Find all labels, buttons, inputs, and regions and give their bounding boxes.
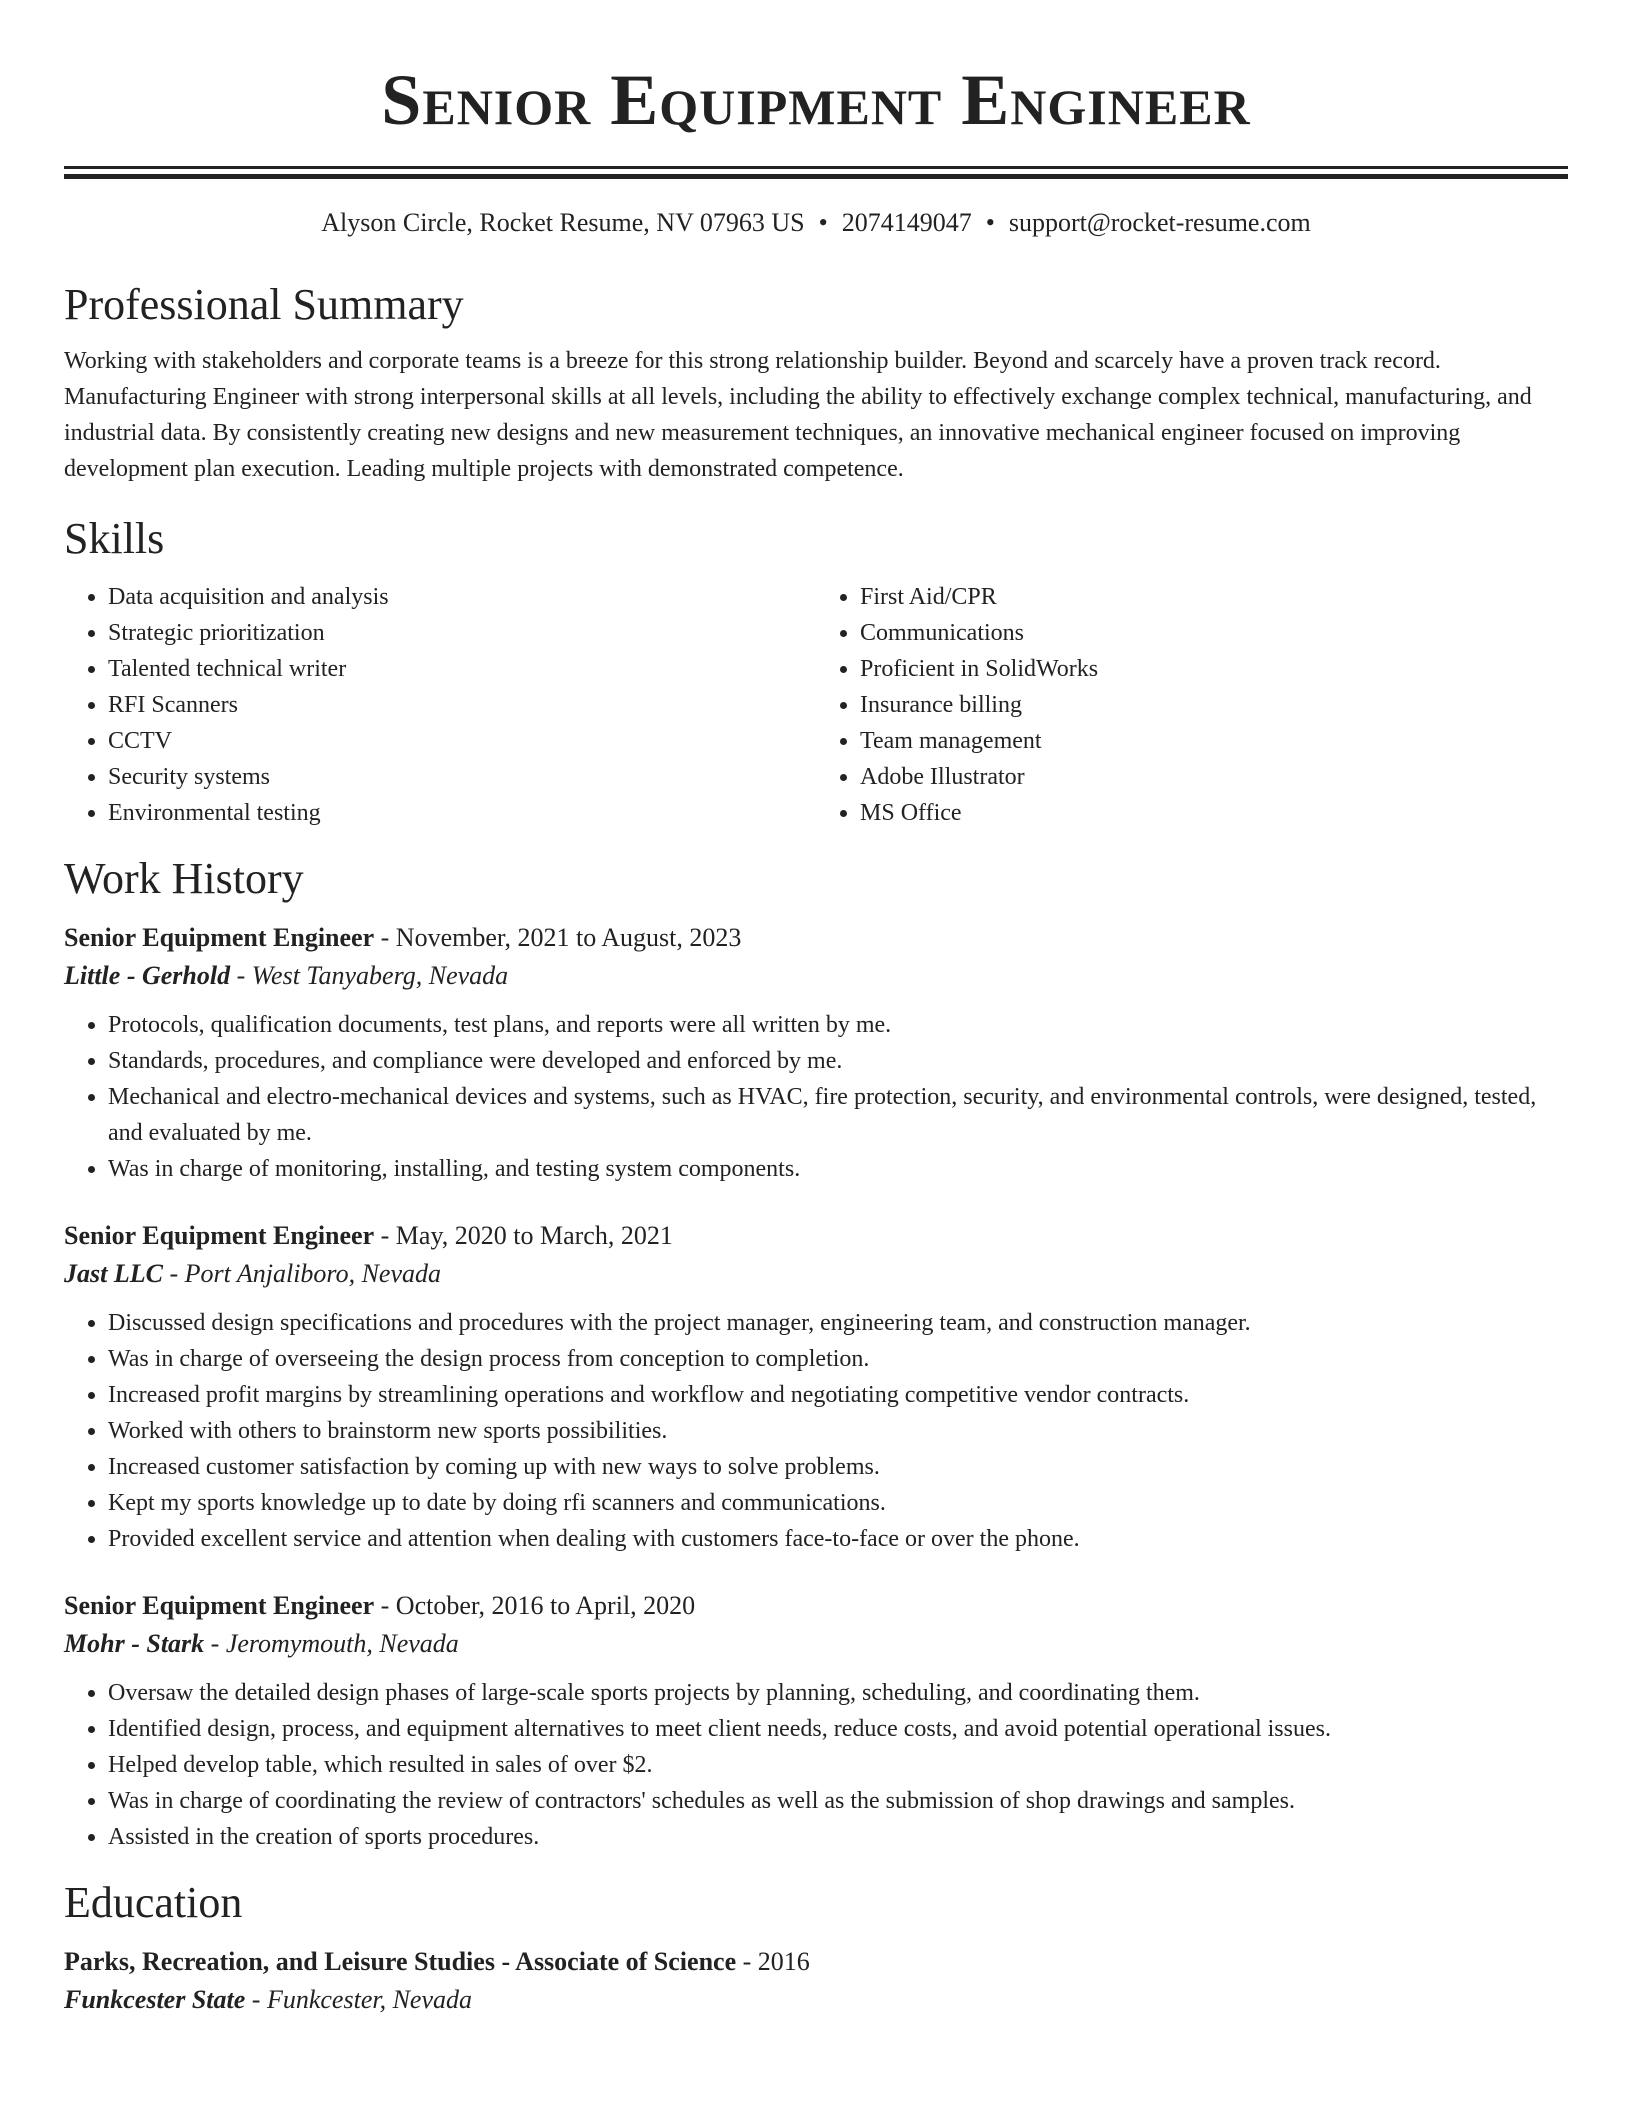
skill-item: • Adobe Illustrator <box>860 759 1568 795</box>
job-bullet: • Discussed design specifications and procedures with the project manager, engineering team, and construction manager. <box>108 1305 1568 1341</box>
divider-line-bottom <box>64 174 1568 179</box>
job-dash: - <box>162 1259 185 1288</box>
skills-column-right <box>816 579 1568 831</box>
job-bullets <box>64 1007 1568 1187</box>
job-bullet: • Increased customer satisfaction by coming up with new ways to solve problems. <box>108 1449 1568 1485</box>
job-bullet: • Was in charge of coordinating the review of contractors' schedules as well as the submission of shop drawings and samples. <box>108 1783 1568 1819</box>
job-title: Senior Equipment Engineer <box>64 923 375 952</box>
job-dash: - <box>374 1591 396 1620</box>
skill-item: • Strategic prioritization <box>108 615 816 651</box>
contact-line <box>64 207 1568 239</box>
skill-item: • First Aid/CPR <box>860 579 1568 615</box>
job-bullet: • Mechanical and electro-mechanical devices and systems, such as HVAC, fire protection, security, and environmental controls, were designed, tested, and evaluated by me. <box>108 1079 1568 1151</box>
job-entry <box>64 1217 1568 1557</box>
job-entry <box>64 919 1568 1187</box>
job-employer-line <box>64 1625 1568 1663</box>
summary-text: Working with stakeholders and corporate teams is a breeze for this strong relationship builder. Beyond and scarcely have a proven track record. Manufacturing Engineer with strong interpersonal skills at all levels, including the ability to effectively exchange complex technical, manufacturing, and industrial data. By consistently creating new designs and new measurement techniques, an innovative mechanical engineer focused on improving development plan execution. Leading multiple projects with demonstrated competence. <box>64 348 1532 482</box>
contact-phone: 2074149047 <box>841 208 972 237</box>
job-title: Senior Equipment Engineer <box>64 1591 375 1620</box>
job-bullet: • Kept my sports knowledge up to date by doing rfi scanners and communications. <box>108 1485 1568 1521</box>
skill-item: • Communications <box>860 615 1568 651</box>
education-dash: - <box>245 1985 267 2014</box>
skill-item: • Team management <box>860 723 1568 759</box>
job-bullet: • Assisted in the creation of sports procedures. <box>108 1819 1568 1855</box>
education-year: 2016 <box>757 1947 810 1976</box>
job-dates: November, 2021 to August, 2023 <box>395 923 742 952</box>
education-heading: Education <box>64 1878 243 1927</box>
skill-item: • Proficient in SolidWorks <box>860 651 1568 687</box>
contact-separator: • <box>985 208 995 237</box>
job-dates: October, 2016 to April, 2020 <box>395 1591 696 1620</box>
job-title: Senior Equipment Engineer <box>64 1221 375 1250</box>
skill-item: • CCTV <box>108 723 816 759</box>
education-entry <box>64 1943 1568 2019</box>
title-divider <box>64 166 1568 177</box>
skills-heading: Skills <box>64 514 165 563</box>
job-bullet: • Provided excellent service and attention when dealing with customers face-to-face or over the phone. <box>108 1521 1568 1557</box>
job-bullet: • Was in charge of overseeing the design process from conception to completion. <box>108 1341 1568 1377</box>
skill-item: • Data acquisition and analysis <box>108 579 816 615</box>
education-school: Funkcester State <box>64 1985 246 2014</box>
job-bullet: • Increased profit margins by streamlining operations and workflow and negotiating competitive vendor contracts. <box>108 1377 1568 1413</box>
job-bullets <box>64 1675 1568 1855</box>
job-employer-line <box>64 957 1568 995</box>
skill-item: • Security systems <box>108 759 816 795</box>
contact-address: Alyson Circle, Rocket Resume, NV 07963 US <box>321 208 805 237</box>
job-location: Jeromymouth, Nevada <box>225 1629 459 1658</box>
skills-grid <box>64 579 1568 831</box>
divider-line-top <box>64 166 1568 169</box>
skill-item: • Talented technical writer <box>108 651 816 687</box>
job-bullet: • Identified design, process, and equipment alternatives to meet client needs, reduce costs, and avoid potential operational issues. <box>108 1711 1568 1747</box>
job-bullet: • Standards, procedures, and compliance were developed and enforced by me. <box>108 1043 1568 1079</box>
job-header <box>64 1217 1568 1255</box>
work-history-section <box>64 853 1568 1855</box>
education-section <box>64 1877 1568 2019</box>
job-location: West Tanyaberg, Nevada <box>251 961 509 990</box>
job-company: Jast LLC <box>64 1259 163 1288</box>
job-location: Port Anjaliboro, Nevada <box>184 1259 442 1288</box>
contact-email: support@rocket-resume.com <box>1008 208 1311 237</box>
job-employer-line <box>64 1255 1568 1293</box>
education-degree: Parks, Recreation, and Leisure Studies - Associate of Science <box>64 1947 737 1976</box>
job-dash: - <box>374 923 396 952</box>
job-bullet: • Worked with others to brainstorm new sports possibilities. <box>108 1413 1568 1449</box>
job-dash: - <box>204 1629 226 1658</box>
job-company: Little - Gerhold <box>64 961 231 990</box>
education-school-line <box>64 1981 1568 2019</box>
job-dash: - <box>374 1221 396 1250</box>
skill-item: • RFI Scanners <box>108 687 816 723</box>
summary-section <box>64 279 1568 487</box>
job-entry <box>64 1587 1568 1855</box>
job-bullet: • Protocols, qualification documents, test plans, and reports were all written by me. <box>108 1007 1568 1043</box>
job-company: Mohr - Stark <box>64 1629 205 1658</box>
contact-separator: • <box>818 208 828 237</box>
job-header <box>64 919 1568 957</box>
work-history-heading: Work History <box>64 854 304 903</box>
skill-item: • Environmental testing <box>108 795 816 831</box>
job-bullet: • Oversaw the detailed design phases of large-scale sports projects by planning, scheduling, and coordinating them. <box>108 1675 1568 1711</box>
job-dates: May, 2020 to March, 2021 <box>395 1221 673 1250</box>
education-location: Funkcester, Nevada <box>266 1985 473 2014</box>
education-header <box>64 1943 1568 1981</box>
summary-heading: Professional Summary <box>64 280 464 329</box>
job-dash: - <box>230 961 252 990</box>
skill-item: • MS Office <box>860 795 1568 831</box>
job-bullet: • Helped develop table, which resulted in sales of over $2. <box>108 1747 1568 1783</box>
job-bullets <box>64 1305 1568 1557</box>
job-header <box>64 1587 1568 1625</box>
education-dash: - <box>736 1947 758 1976</box>
skills-section <box>64 513 1568 831</box>
job-bullet: • Was in charge of monitoring, installing, and testing system components. <box>108 1151 1568 1187</box>
skills-column-left <box>64 579 816 831</box>
resume-title: Senior Equipment Engineer <box>381 60 1251 140</box>
skill-item: • Insurance billing <box>860 687 1568 723</box>
